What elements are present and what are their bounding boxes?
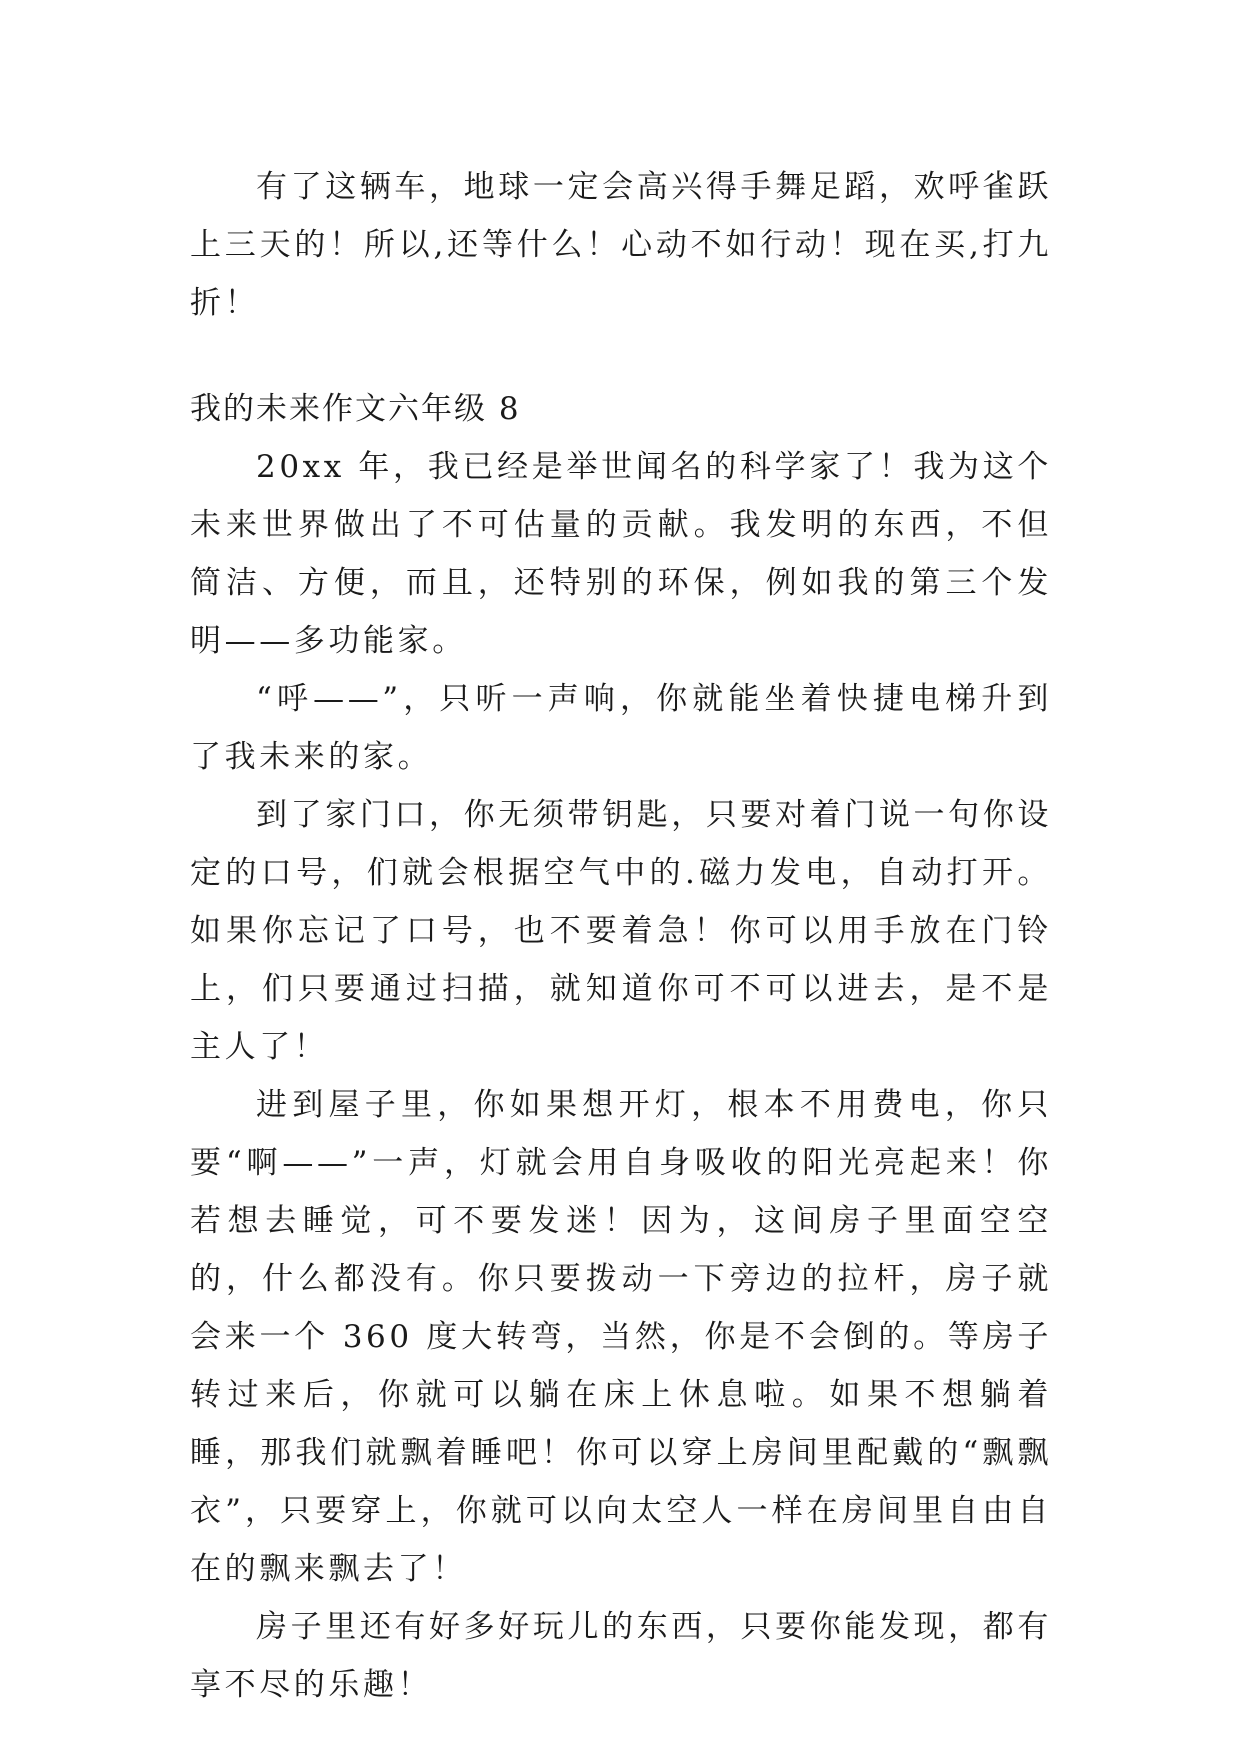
body-paragraph-3: 到了家门口，你无须带钥匙，只要对着门说一句你设定的口号，们就会根据空气中的.磁力发电，自动打开。如果你忘记了口号，也不要着急！你可以用手放在门铃上，们只要通过扫描，就知道你可不可以进去，是不是主人了！	[190, 797, 1052, 1065]
body-paragraph-1: 20xx 年，我已经是举世闻名的科学家了！我为这个未来世界做出了不可估量的贡献。我发明的东西，不但简洁、方便，而且，还特别的环保，例如我的第三个发明——多功能家。	[190, 449, 1052, 659]
body-paragraph-4: 进到屋子里，你如果想开灯，根本不用费电，你只要“啊——”一声，灯就会用自身吸收的阳光亮起来！你若想去睡觉，可不要发迷！因为，这间房子里面空空的，什么都没有。你只要拨动一下旁边的拉杆，房子就会来一个 360 度大转弯，当然，你是不会倒的。等房子转过来后，你就可以躺在床上休息啦。如果不想躺着睡，那我们就飘着睡吧！你可以穿上房间里配戴的“飘飘衣”，只要穿上，你就可以向太空人一样在房间里自由自在的飘来飘去了！	[190, 1087, 1052, 1587]
document-body	[190, 158, 1052, 1714]
body-paragraph-5: 房子里还有好多好玩儿的东西，只要你能发现，都有享不尽的乐趣！	[190, 1609, 1052, 1703]
intro-paragraph: 有了这辆车，地球一定会高兴得手舞足蹈，欢呼雀跃上三天的！所以,还等什么！心动不如行动！现在买,打九折！	[190, 169, 1052, 321]
section-title: 我的未来作文六年级 8	[190, 391, 521, 427]
section-spacer	[190, 332, 1052, 380]
body-paragraph-2: “呼——”，只听一声响，你就能坐着快捷电梯升到了我未来的家。	[190, 681, 1052, 775]
